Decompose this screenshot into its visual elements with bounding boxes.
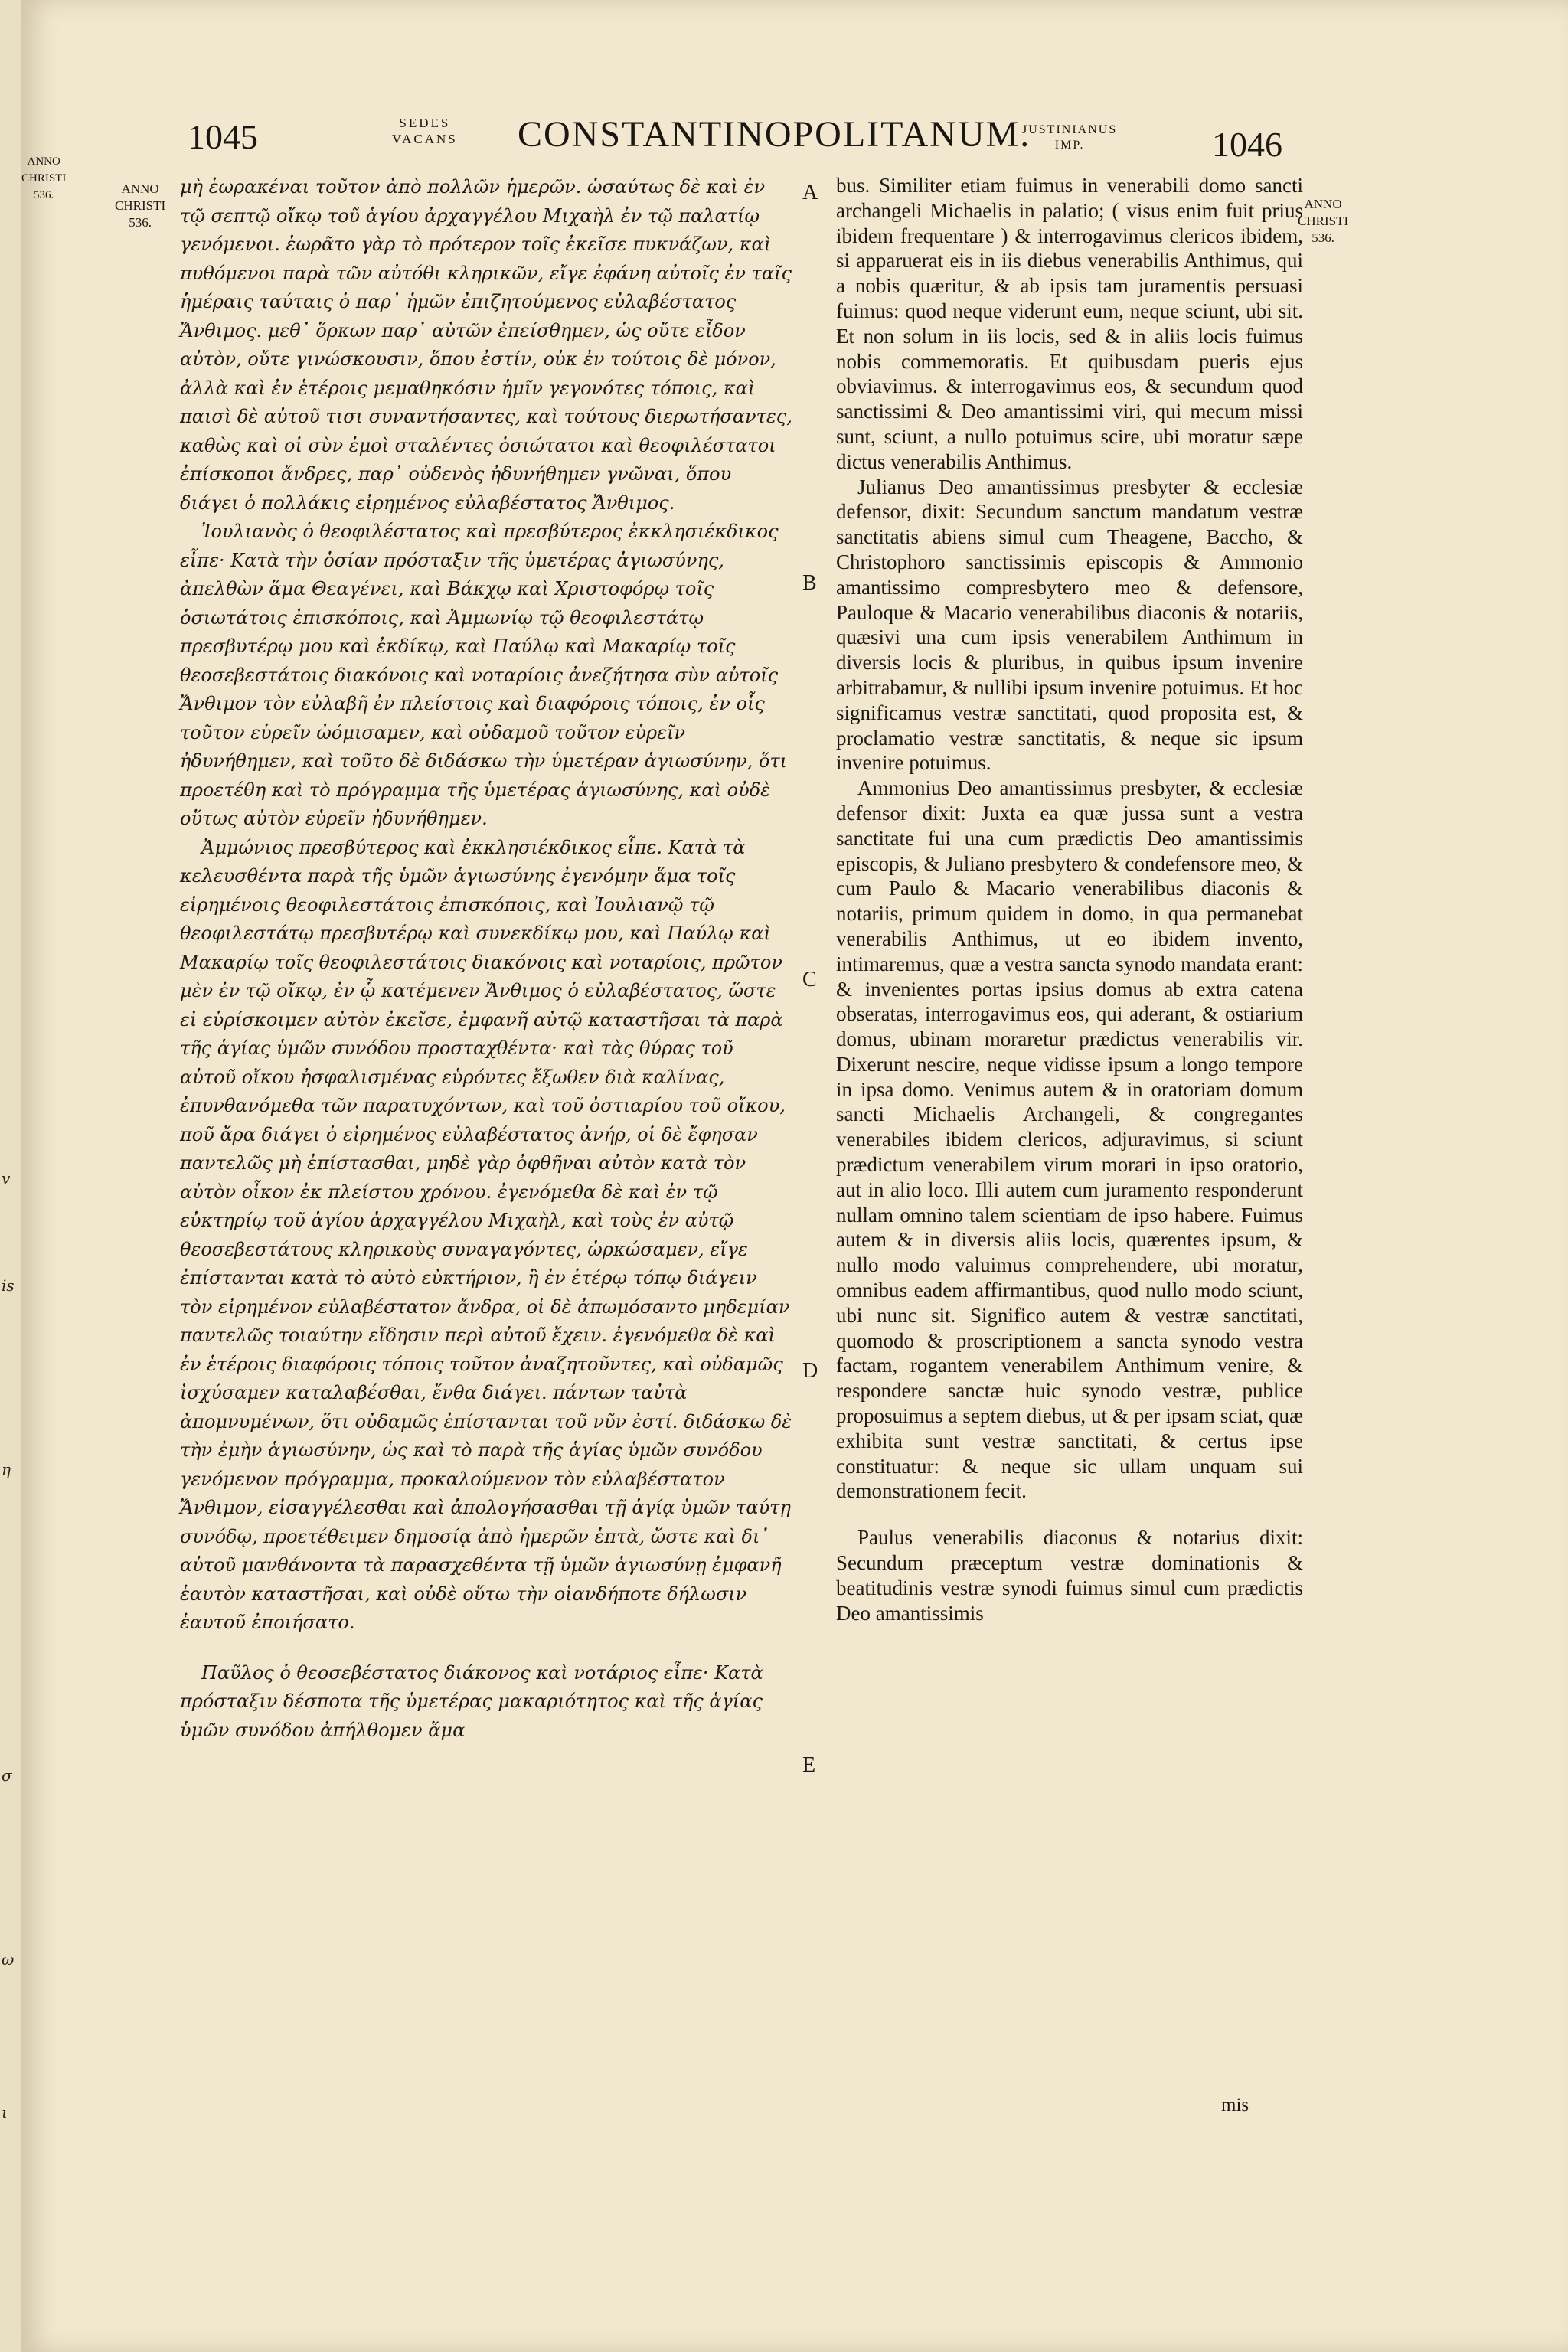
gutter-fragment: η <box>2 1460 11 1478</box>
section-marker-a: A <box>802 181 818 204</box>
margin-note-line: 536. <box>1312 230 1334 245</box>
header-emperor-line: IMP. <box>1054 139 1085 152</box>
gutter-fragment: is <box>2 1276 15 1295</box>
section-marker-b: B <box>802 571 817 595</box>
latin-column <box>836 173 1303 1625</box>
margin-note-line: 536. <box>129 215 152 230</box>
margin-note-far-left <box>21 153 66 204</box>
gutter-fragment: σ <box>2 1766 12 1785</box>
section-marker-e: E <box>802 1753 816 1777</box>
catchword: mis <box>1221 2095 1250 2115</box>
right-page-number: 1046 <box>1212 125 1282 164</box>
running-title: CONSTANTINOPOLITANUM. <box>518 114 1031 155</box>
section-marker-d: D <box>802 1359 818 1383</box>
latin-paragraph: Ammonius Deo amantissimus presbyter, & ecclesiæ defensor dixit: Juxta ea quæ jussa sunt a vestra sanctitate fui una cum prædictis Deo amantissimis episcopis, & Juliano presbytero & condefensore meo, & cum Paulo & Macario venerabilibus diaconis & notariis, primum quidem in domo, in qua permanebat venerabilis Anthimus, ut eo ibidem invento, intimaremus, quæ a vestra sancta synodo mandata erant: & invenientes portas ipsius domus ab extra catena obseratas, interrogavimus eos, qui aderant, & ostiarium domus, ubinam moraretur prædictus venerabilis vir. Dixerunt nescire, neque vidisse ipsum a longo tempore in ipsa domo. Venimus autem & in oratoriam domum sancti Michaelis Archangeli, & congregantes venerabiles ibidem clericos, adjuravimus, si sciunt prædictum venerabilem virum morari in ipso oratorio, aut in alio loco. Illi autem cum juramento responderunt nullam omnino talem scientiam de ipso habere. Fuimus autem & in diversis aliis locis, quærentes ipsum, & nullo modo valuimus comprehendere, ubi moratur, omnibus eadem affirmantibus, quod nullo modo sciunt, ubi nunc sit. Significo autem & vestræ sanctitati, quomodo & proscriptionem a sancta synodo vestra factam, rogantem venerabilem Anthimum venire, & respondere sanctæ huic synodo vestræ, publice proposuimus a septem diebus, ut & per ipsam sciat, quæ exhibita sunt vestræ sanctitati, & certus ipse constituatur: & neque sic ullam unquam sui demonstrationem fecit. <box>836 776 1303 1503</box>
greek-paragraph: Παῦλος ὁ θεοσεβέστατος διάκονος καὶ νοτάριος εἶπε· Κατὰ πρόσταξιν δέσποτα τῆς ὑμετέρας μακαριότητος καὶ τῆς ἁγίας ὑμῶν συνόδου ἀπήλθομεν ἅμα <box>180 1661 763 1741</box>
latin-paragraph: Paulus venerabilis diaconus & notarius dixit: Secundum præceptum vestræ dominationis & beatitudinis vestræ synodi fuimus simul cum prædictis Deo amantissimis <box>836 1526 1303 1625</box>
previous-page-edge <box>0 0 23 2352</box>
header-sedes-vacans <box>392 115 458 147</box>
margin-note-line: 536. <box>34 189 54 201</box>
margin-note-left <box>115 181 165 231</box>
gutter-fragment: ω <box>2 1950 15 1968</box>
margin-note-line: ANNO <box>121 181 159 196</box>
latin-paragraph: bus. Similiter etiam fuimus in venerabili domo sancti archangeli Michaelis in palatio; ( visus enim fuit prius ibidem frequentare ) & interrogavimus clericos ibidem, si apparuerat eis in iis diebus venerabilis Anthimus, qui a nobis quæritur, & ab ipsis tam juramentis persuasi fuimus: quod neque viderunt eum, neque sciunt, ubi sit. Et non solum in iis locis, sed & in aliis locis fuimus nobis commemoratis. Et quibusdam pueris ejus obviavimus. & interrogavimus eos, & secundum quod sanctissimi & Deo amantissimi viri, qui mecum missi sunt, sciunt, a nullo potuimus scire, ubi moratur sæpe dictus venerabilis Anthimus. <box>836 174 1303 473</box>
margin-note-right <box>1298 196 1348 247</box>
margin-note-line: CHRISTI <box>115 198 166 213</box>
header-sedes-line: SEDES <box>399 116 451 130</box>
section-marker-c: C <box>802 968 817 991</box>
greek-paragraph: μὴ ἑωρακέναι τοῦτον ἀπὸ πολλῶν ἡμερῶν. ὡσαύτως δὲ καὶ ἐν τῷ σεπτῷ οἴκῳ τοῦ ἁγίου ἀρχαγγέλου Μιχαὴλ ἐν τῷ παλατίῳ γενόμενοι. ἑωρᾶτο γὰρ τὸ πρότερον τοῖς ἐκεῖσε πυκνάζων, καὶ πυθόμενοι παρὰ τῶν αὐτόθι κληρικῶν, εἴγε ἐφάνη αὐτοῖς ἐν ταῖς ἡμέραις ταύταις ὁ παρ᾽ ἡμῶν ἐπιζητούμενος εὐλαβέστατος Ἄνθιμος. μεθ᾽ ὅρκων παρ᾽ αὐτῶν ἐπείσθημεν, ὡς οὔτε εἶδον αὐτὸν, οὔτε γινώσκουσιν, ὅπου ἐστίν, οὐκ ἐν τούτοις δὲ μόνον, ἀλλὰ καὶ ἐν ἑτέροις μεμαθηκόσιν ἡμῖν γεγονότες τόποις, καὶ παισὶ δὲ αὐτοῦ τισι συναντήσαντες, καὶ τούτους διερωτήσαντες, καθὼς καὶ οἱ σὺν ἐμοὶ σταλέντες ὁσιώτατοι καὶ θεοφιλέστατοι ἐπίσκοποι ἄνδρες, παρ᾽ οὐδενὸς ἠδυνήθημεν γνῶναι, ὅπου διάγει ὁ πολλάκις εἰρημένος εὐλαβέστατος Ἄνθιμος. <box>180 176 792 514</box>
gutter-fragment: ι <box>2 2103 8 2122</box>
header-emperor-line: JUSTINIANUS <box>1022 123 1118 136</box>
gutter-fragment: v <box>2 1169 11 1187</box>
margin-note-line: CHRISTI <box>1298 214 1349 228</box>
greek-paragraph: Ἰουλιανὸς ὁ θεοφιλέστατος καὶ πρεσβύτερος ἐκκλησιέκδικος εἶπε· Κατὰ τὴν ὁσίαν πρόσταξιν τῆς ὑμετέρας ἁγιωσύνης, ἀπελθὼν ἅμα Θεαγένει, καὶ Βάκχῳ καὶ Χριστοφόρῳ τοῖς ὁσιωτάτοις ἐπισκόποις, καὶ Ἀμμωνίῳ τῷ θεοφιλεστάτῳ πρεσβυτέρῳ μου καὶ ἐκδίκῳ, καὶ Παύλῳ καὶ Μακαρίῳ τοῖς θεοσεβεστάτοις διακόνοις καὶ νοταρίοις ἀνεζήτησα σὺν αὐτοῖς Ἄνθιμον τὸν εὐλαβῆ ἐν πλείστοις καὶ διαφόροις τόποις, ἐν οἷς τοῦτον εὑρεῖν ὠόμισαμεν, καὶ οὐδαμοῦ τοῦτον εὑρεῖν ἠδυνήθημεν, καὶ τοῦτο δὲ διδάσκω τὴν ὑμετέραν ἁγιωσύνην, ὅτι προετέθη καὶ τὸ πρόγραμμα τῆς ὑμετέρας ἁγιωσύνης, καὶ οὐδὲ οὕτως αὐτὸν εὑρεῖν ἠδυνήθημεν. <box>180 521 788 829</box>
left-page-number: 1045 <box>188 117 258 156</box>
greek-paragraph: Ἀμμώνιος πρεσβύτερος καὶ ἐκκλησιέκδικος εἶπε. Κατὰ τὰ κελευσθέντα παρὰ τῆς ὑμῶν ἁγιωσύνης ἐγενόμην ἅμα τοῖς εἰρημένοις θεοφιλεστάτοις ἐπισκόποις, καὶ Ἰουλιανῷ τῷ θεοφιλεστάτῳ πρεσβυτέρῳ καὶ συνεκδίκῳ μου, καὶ Παύλῳ καὶ Μακαρίῳ τοῖς θεοφιλεστάτοις διακόνοις καὶ νοταρίοις, πρῶτον μὲν ἐν τῷ οἴκῳ, ἐν ᾧ κατέμενεν Ἄνθιμος ὁ εὐλαβέστατος, ὥστε εἰ εὑρίσκοιμεν αὐτὸν ἐκεῖσε, ἐμφανῆ αὐτῷ καταστῆσαι τὰ παρὰ τῆς ἁγίας ὑμῶν συνόδου προσταχθέντα· καὶ τὰς θύρας τοῦ αὐτοῦ οἴκου ἠσφαλισμένας εὑρόντες ἔξωθεν διὰ καλίνας, ἐπυνθανόμεθα τῶν παρατυχόντων, καὶ τοῦ ὀστιαρίου τοῦ οἴκου, ποῦ ἄρα διάγει ὁ εἰρημένος εὐλαβέστατος ἀνήρ, οἱ δὲ ἔφησαν παντελῶς μὴ ἐπίστασθαι, μηδὲ γὰρ ὀφθῆναι αὐτὸν κατὰ τὸν αὐτὸν οἶκον ἐκ πλείστου χρόνου. ἐγενόμεθα δὲ καὶ ἐν τῷ εὐκτηρίῳ τοῦ ἁγίου ἀρχαγγέλου Μιχαὴλ, καὶ τοὺς ἐν αὐτῷ θεοσεβεστάτους κληρικοὺς συναγαγόντες, ὡρκώσαμεν, εἴγε ἐπίστανται κατὰ τὸ αὐτὸ εὐκτήριον, ἢ ἐν ἑτέρῳ τόπῳ διάγειν τὸν εἰρημένον εὐλαβέστατον ἄνδρα, οἱ δὲ ἀπωμόσαντο μηδεμίαν παντελῶς τοιαύτην εἴδησιν περὶ αὐτοῦ ἔχειν. ἐγενόμεθα δὲ καὶ ἐν ἑτέροις διαφόροις τόποις τοῦτον ἀναζητοῦντες, καὶ οὐδαμῶς ἰσχύσαμεν καταλαβέσθαι, ἔνθα διάγει. πάντων ταὐτὰ ἀπομνυμένων, ὅτι οὐδαμῶς ἐπίστανται τοῦ νῦν ἐστί. διδάσκω δὲ τὴν ἐμὴν ἁγιωσύνην, ὡς καὶ τὸ παρὰ τῆς ἁγίας ὑμῶν συνόδου γενόμενον πρόγραμμα, προκαλούμενον τὸν εὐλαβέστατον Ἄνθιμον, εἰσαγγέλεσθαι καὶ ἀπολογήσασθαι τῇ ἁγίᾳ ὑμῶν ταύτῃ συνόδῳ, προετέθειμεν δημοσίᾳ ἀπὸ ἡμερῶν ἑπτὰ, ὥστε καὶ δι᾽ αὐτοῦ μανθάνοντα τὰ παρασχεθέντα τῇ ὑμῶν ἁγιωσύνῃ ἐμφανῆ ἑαυτὸν καταστῆσαι, καὶ οὐδὲ οὕτω τὴν οἱανδήποτε δήλωσιν ἑαυτοῦ ἐποιήσατο. <box>180 836 792 1633</box>
header-sedes-line: VACANS <box>392 132 458 146</box>
greek-column <box>180 173 792 1745</box>
margin-note-line: ANNO <box>27 155 60 168</box>
header-emperor <box>1022 122 1117 153</box>
margin-note-line: ANNO <box>1304 197 1342 211</box>
latin-paragraph: Julianus Deo amantissimus presbyter & ecclesiæ defensor, dixit: Secundum sanctum mandatum vestræ sanctitatis abiens simul cum Theagene, Baccho, & Christophoro sanctissimis episcopis & Ammonio amantissimo compresbytero meo & defensore, Pauloque & Macario venerabilibus diaconis & notariis, quæsivi una cum ipsis venerabilem Anthimum in diversis locis & pluribus, in quibus ipsum invenire arbitrabamur, & nullibi ipsum invenire potuimus. Et hoc significamus vestræ sanctitati, quod proposita est, & proclamatio vestræ sanctitatis, & neque sic ipsum invenire potuimus. <box>836 475 1303 775</box>
margin-note-line: CHRISTI <box>21 172 67 185</box>
